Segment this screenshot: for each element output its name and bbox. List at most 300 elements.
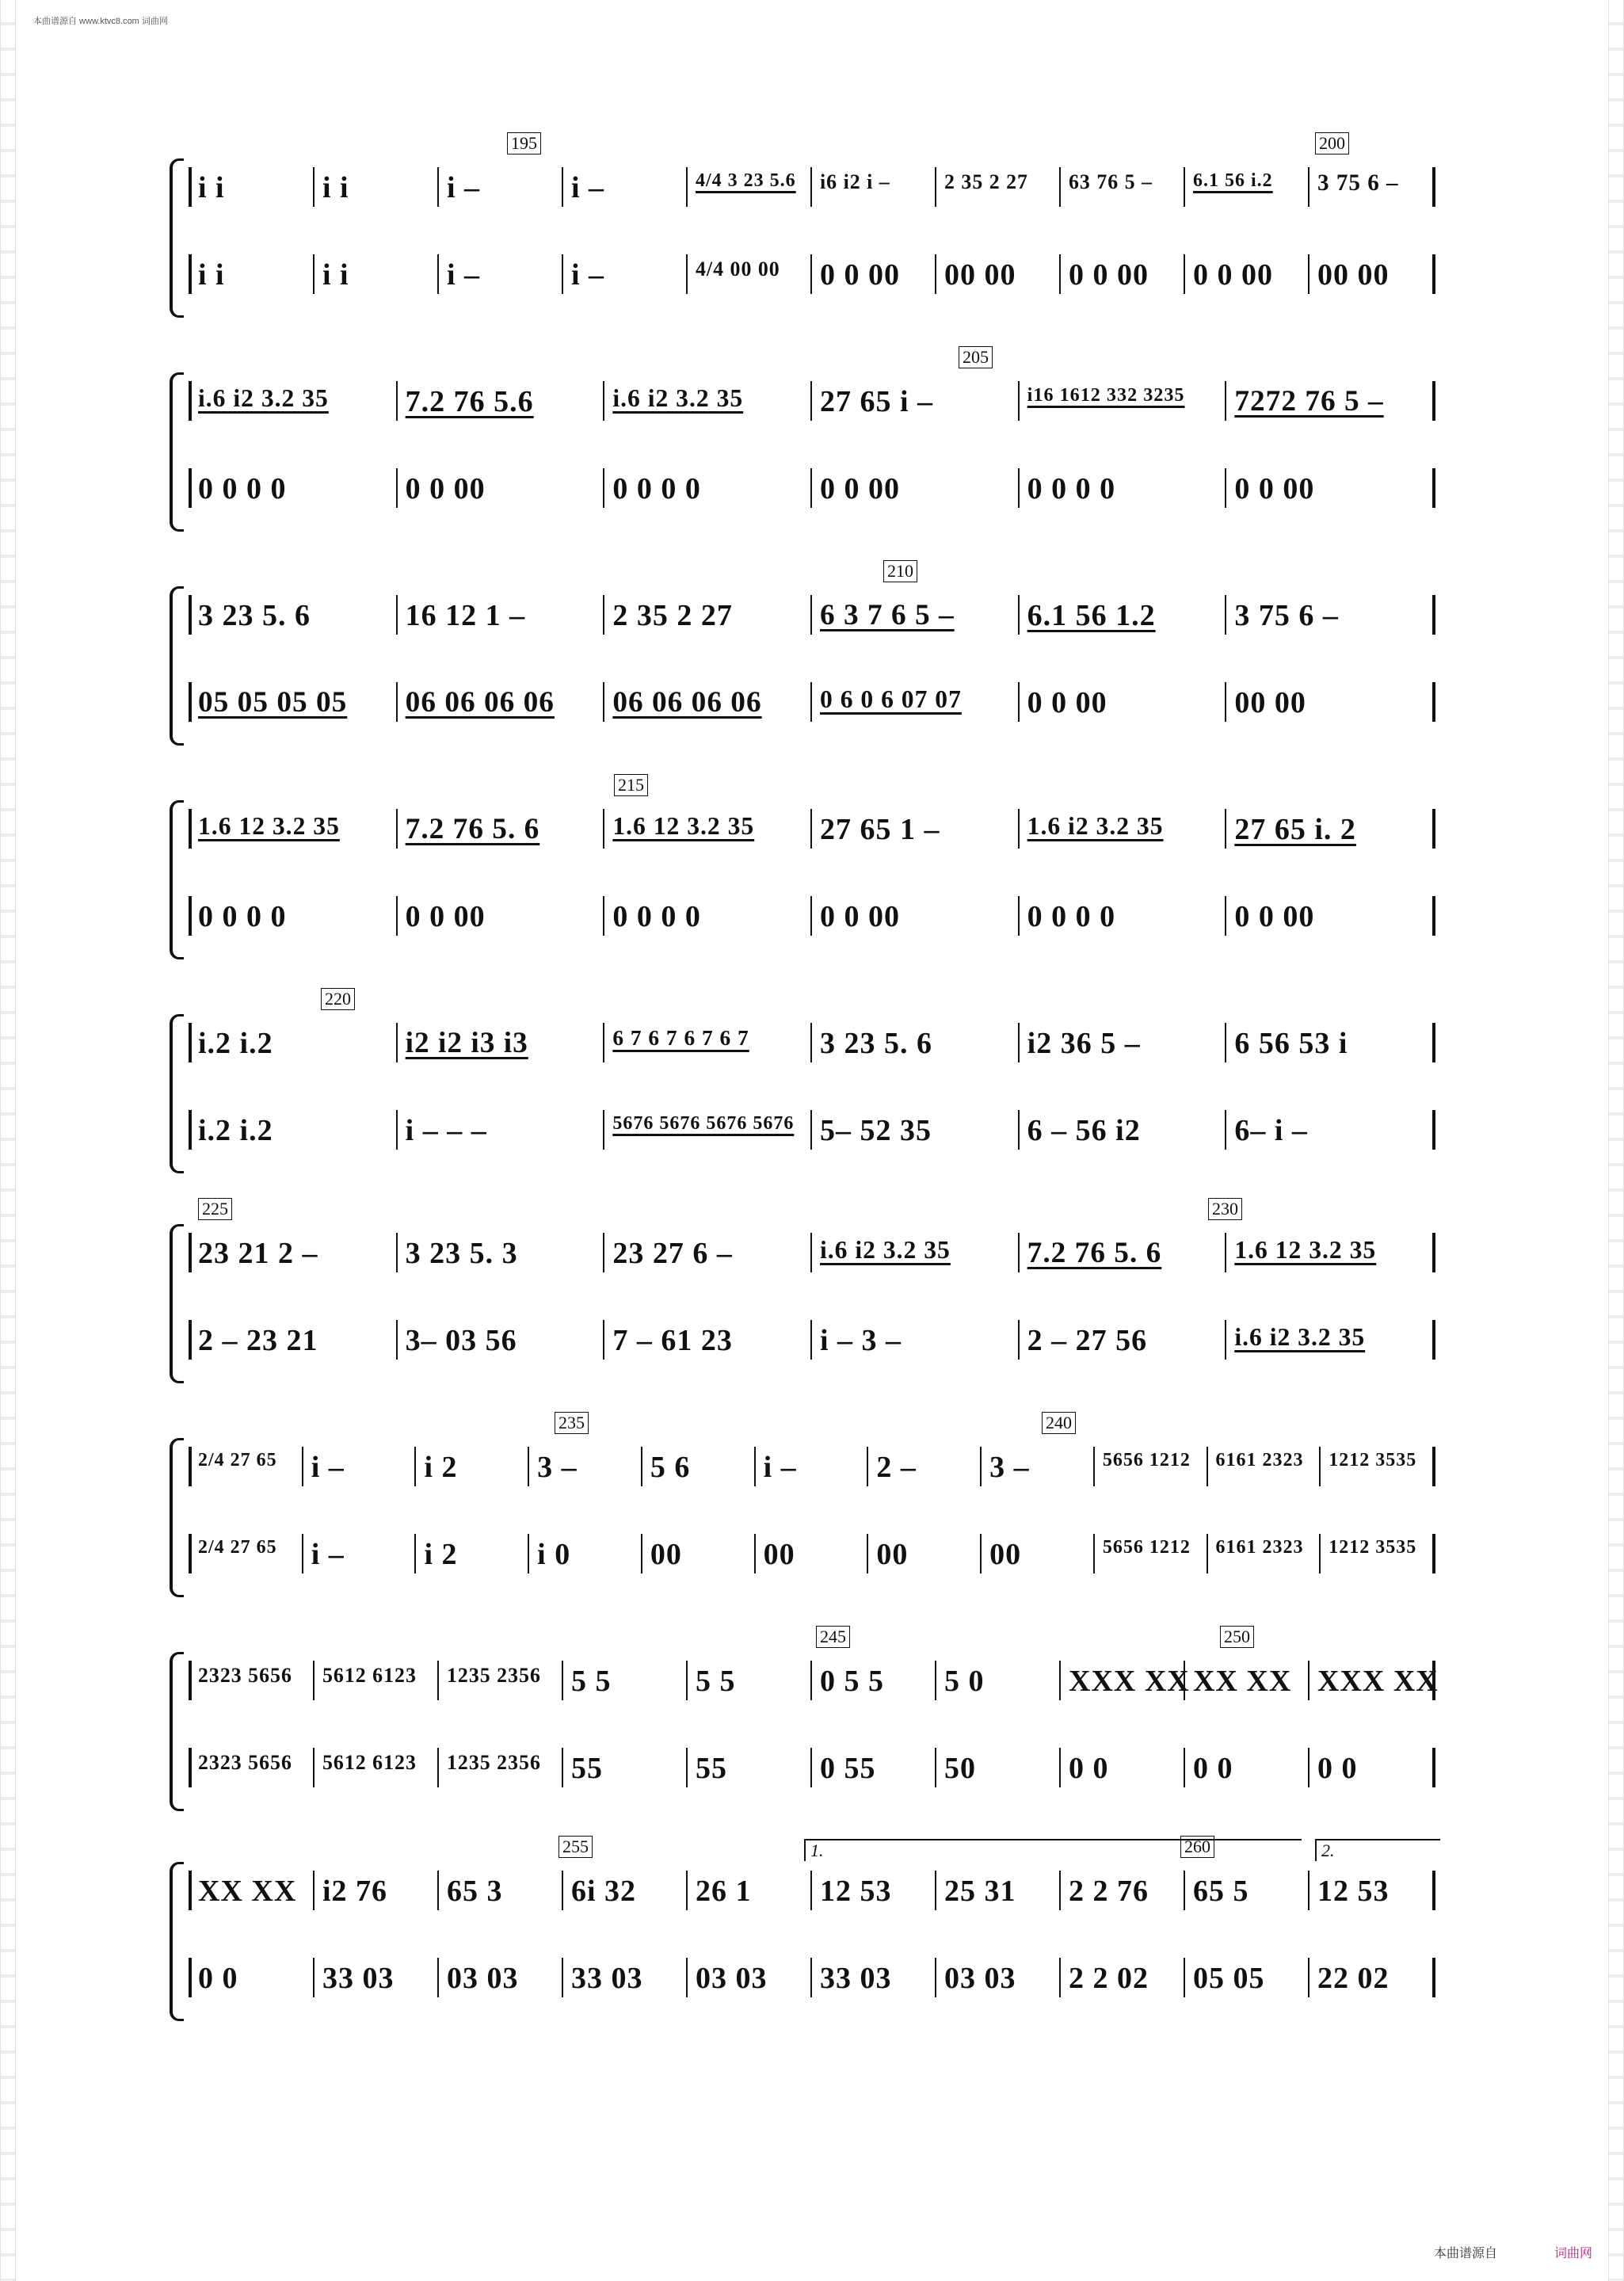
upper-measure: 3 23 5. 6 bbox=[198, 599, 311, 632]
lower-measure: 0 0 bbox=[1193, 1752, 1233, 1785]
volta-ending: 1. bbox=[804, 1839, 1302, 1861]
lower-measure: 33 03 bbox=[571, 1962, 643, 1995]
barline bbox=[1018, 1320, 1020, 1360]
barline-start bbox=[189, 1661, 192, 1700]
barline bbox=[437, 1958, 439, 1997]
barline bbox=[603, 381, 604, 421]
upper-part bbox=[189, 1018, 1442, 1066]
measure-number: 225 bbox=[198, 1198, 232, 1220]
barline bbox=[1225, 896, 1226, 936]
upper-measure: 1.6 12 3.2 35 bbox=[1234, 1236, 1377, 1264]
upper-measure: 3 23 5. 6 bbox=[820, 1027, 932, 1060]
system-brace bbox=[170, 586, 184, 746]
footer-brand-text: 词曲网 bbox=[1553, 2247, 1592, 2260]
barline bbox=[396, 1233, 398, 1272]
upper-measure: 5 6 bbox=[650, 1451, 691, 1484]
barline bbox=[562, 1871, 563, 1910]
barline bbox=[396, 896, 398, 936]
barline bbox=[935, 167, 936, 207]
barline bbox=[935, 254, 936, 294]
barline bbox=[1432, 1233, 1435, 1272]
lower-measure: 33 03 bbox=[820, 1962, 892, 1995]
barline bbox=[1059, 1661, 1061, 1700]
upper-measure: 5656 1212 bbox=[1102, 1450, 1191, 1470]
upper-measure: 7272 76 5 – bbox=[1234, 385, 1384, 418]
lower-measure: 00 bbox=[763, 1538, 795, 1571]
lower-measure: 0 0 00 bbox=[1069, 258, 1149, 292]
right-margin-strip bbox=[1608, 0, 1624, 2281]
lower-measure: 5676 5676 5676 5676 bbox=[612, 1113, 795, 1134]
lower-measure: i.2 i.2 bbox=[198, 1114, 273, 1147]
score-system bbox=[174, 1627, 1442, 1814]
lower-measure: 0 0 00 bbox=[820, 258, 900, 292]
lower-measure: 0 0 0 0 bbox=[1027, 900, 1116, 933]
barline bbox=[1059, 1871, 1061, 1910]
barline bbox=[1018, 595, 1020, 635]
lower-measure: 2 – 23 21 bbox=[198, 1324, 318, 1357]
barline bbox=[686, 1661, 688, 1700]
barline bbox=[1184, 1661, 1185, 1700]
upper-measure: 1.6 i2 3.2 35 bbox=[1027, 812, 1164, 840]
barline-start bbox=[189, 1871, 192, 1910]
lower-measure: i – 3 – bbox=[820, 1324, 902, 1357]
barline bbox=[396, 381, 398, 421]
lower-measure: 0 0 0 0 bbox=[198, 472, 287, 505]
lower-part bbox=[189, 1953, 1442, 2001]
barline bbox=[313, 254, 315, 294]
lower-measure: 0 0 00 bbox=[1027, 686, 1107, 719]
upper-measure: 3 75 6 – bbox=[1317, 170, 1399, 196]
barline bbox=[1432, 1534, 1435, 1573]
upper-measure: XX XX bbox=[198, 1875, 297, 1908]
upper-measure: 27 65 1 – bbox=[820, 813, 940, 846]
upper-part bbox=[189, 1656, 1442, 1703]
lower-measure: 3– 03 56 bbox=[405, 1324, 517, 1357]
barline bbox=[1184, 1958, 1185, 1997]
barline bbox=[810, 167, 812, 207]
lower-measure: 1235 2356 bbox=[447, 1751, 541, 1774]
barline bbox=[396, 809, 398, 849]
barline bbox=[437, 167, 439, 207]
barline-start bbox=[189, 254, 192, 294]
measure-number: 245 bbox=[816, 1626, 850, 1648]
lower-part bbox=[189, 677, 1442, 725]
lower-measure: 03 03 bbox=[944, 1962, 1016, 1995]
barline-start bbox=[189, 595, 192, 635]
barline bbox=[980, 1534, 982, 1573]
upper-measure: i i bbox=[322, 171, 349, 204]
upper-part bbox=[189, 376, 1442, 424]
lower-measure: i i bbox=[198, 258, 225, 292]
barline bbox=[1018, 381, 1020, 421]
barline bbox=[437, 1871, 439, 1910]
lower-measure: 0 0 00 bbox=[820, 472, 900, 505]
barline bbox=[396, 1320, 398, 1360]
barline bbox=[810, 809, 812, 849]
lower-measure: 0 0 0 0 bbox=[612, 900, 701, 933]
barline bbox=[603, 1320, 604, 1360]
upper-measure: 3 – bbox=[537, 1451, 578, 1484]
barline bbox=[1184, 254, 1185, 294]
barline bbox=[603, 1233, 604, 1272]
measure-number: 240 bbox=[1042, 1412, 1076, 1434]
barline bbox=[1225, 1023, 1226, 1062]
upper-measure: 6 3 7 6 5 – bbox=[820, 599, 955, 631]
barline bbox=[396, 682, 398, 722]
barline bbox=[935, 1871, 936, 1910]
upper-measure: 6.1 56 1.2 bbox=[1027, 599, 1156, 632]
measure-number: 260 bbox=[1180, 1836, 1214, 1858]
upper-part bbox=[189, 1228, 1442, 1276]
barline bbox=[1059, 167, 1061, 207]
lower-measure: 03 03 bbox=[447, 1962, 519, 1995]
barline-start bbox=[189, 468, 192, 508]
upper-measure: 3 – bbox=[989, 1451, 1030, 1484]
barline bbox=[1308, 254, 1309, 294]
barline bbox=[754, 1534, 756, 1573]
lower-measure: 00 bbox=[989, 1538, 1022, 1571]
lower-part bbox=[189, 1743, 1442, 1791]
barline bbox=[1093, 1447, 1095, 1486]
upper-measure: 27 65 i – bbox=[820, 385, 934, 418]
barline bbox=[1225, 468, 1226, 508]
upper-measure: 6 56 53 i bbox=[1234, 1027, 1348, 1060]
barline bbox=[1432, 1871, 1435, 1910]
lower-measure: 55 bbox=[696, 1752, 727, 1785]
upper-measure: 2323 5656 bbox=[198, 1664, 292, 1687]
upper-measure: 12 53 bbox=[1317, 1875, 1390, 1908]
barline bbox=[1059, 1748, 1061, 1787]
barline-start bbox=[189, 1748, 192, 1787]
barline bbox=[980, 1447, 982, 1486]
barline bbox=[1018, 1233, 1020, 1272]
lower-measure: 0 0 bbox=[198, 1962, 238, 1995]
lower-measure: i.6 i2 3.2 35 bbox=[1234, 1323, 1366, 1351]
barline bbox=[1308, 1661, 1309, 1700]
lower-measure: i – bbox=[311, 1538, 345, 1571]
footer-source-text: 本曲谱源自 bbox=[1433, 2247, 1497, 2260]
system-brace bbox=[170, 1652, 184, 1811]
barline bbox=[603, 896, 604, 936]
upper-measure: 6i 32 bbox=[571, 1875, 637, 1908]
barline bbox=[562, 1661, 563, 1700]
upper-measure: i – bbox=[763, 1451, 797, 1484]
barline bbox=[1207, 1447, 1208, 1486]
upper-measure: 27 65 i. 2 bbox=[1234, 813, 1356, 846]
upper-measure: 23 21 2 – bbox=[198, 1237, 318, 1270]
barline bbox=[810, 896, 812, 936]
barline-start bbox=[189, 1958, 192, 1997]
barline bbox=[810, 254, 812, 294]
upper-measure: XXX XX bbox=[1069, 1665, 1190, 1698]
upper-measure: 65 3 bbox=[447, 1875, 503, 1908]
upper-part bbox=[189, 1866, 1442, 1913]
barline bbox=[935, 1748, 936, 1787]
lower-measure: 00 00 bbox=[1317, 258, 1390, 292]
barline bbox=[1184, 1748, 1185, 1787]
upper-part bbox=[189, 162, 1442, 210]
lower-measure: 50 bbox=[944, 1752, 976, 1785]
header-source-text: 本曲谱源自 www.ktvc8.com 词曲网 bbox=[33, 17, 168, 26]
barline bbox=[313, 1958, 315, 1997]
upper-measure: i – bbox=[311, 1451, 345, 1484]
barline bbox=[810, 1023, 812, 1062]
barline bbox=[1432, 1661, 1435, 1700]
lower-measure: 06 06 06 06 bbox=[405, 686, 555, 719]
barline bbox=[1225, 682, 1226, 722]
score-system bbox=[174, 775, 1442, 963]
barline bbox=[1432, 896, 1435, 936]
barline bbox=[1319, 1447, 1321, 1486]
lower-measure: 0 55 bbox=[820, 1752, 876, 1785]
barline bbox=[1093, 1534, 1095, 1573]
upper-measure: 7.2 76 5. 6 bbox=[405, 813, 540, 845]
upper-measure: 3 75 6 – bbox=[1234, 599, 1339, 632]
barline bbox=[437, 254, 439, 294]
barline bbox=[396, 595, 398, 635]
left-margin-strip bbox=[0, 0, 16, 2281]
lower-measure: 1212 3535 bbox=[1329, 1537, 1417, 1558]
barline bbox=[1432, 1958, 1435, 1997]
barline bbox=[1432, 1320, 1435, 1360]
barline-start bbox=[189, 1447, 192, 1486]
barline bbox=[810, 1958, 812, 1997]
barline bbox=[603, 809, 604, 849]
score-system bbox=[174, 1413, 1442, 1600]
barline bbox=[867, 1447, 868, 1486]
barline bbox=[1432, 595, 1435, 635]
barline bbox=[810, 682, 812, 722]
upper-measure: 23 27 6 – bbox=[612, 1237, 733, 1270]
upper-measure: 1.6 12 3.2 35 bbox=[198, 812, 340, 840]
upper-measure: 7.2 76 5.6 bbox=[405, 385, 534, 418]
barline bbox=[935, 1958, 936, 1997]
lower-measure: 5– 52 35 bbox=[820, 1114, 932, 1147]
lower-measure: 0 0 00 bbox=[405, 900, 486, 933]
upper-part bbox=[189, 590, 1442, 638]
system-brace bbox=[170, 800, 184, 959]
lower-measure: 6 – 56 i2 bbox=[1027, 1114, 1141, 1147]
barline bbox=[396, 468, 398, 508]
lower-measure: 00 bbox=[876, 1538, 909, 1571]
score-system bbox=[174, 989, 1442, 1177]
upper-measure: i2 i2 i3 i3 bbox=[405, 1027, 528, 1059]
measure-number: 255 bbox=[558, 1836, 593, 1858]
upper-measure: 2 35 2 27 bbox=[612, 599, 733, 632]
upper-measure: 6.1 56 i.2 bbox=[1193, 170, 1273, 191]
lower-measure: i – – – bbox=[405, 1114, 487, 1147]
upper-measure: i2 76 bbox=[322, 1875, 388, 1908]
lower-part bbox=[189, 1105, 1442, 1153]
upper-measure: 5612 6123 bbox=[322, 1664, 417, 1687]
barline-start bbox=[189, 682, 192, 722]
measure-number: 250 bbox=[1220, 1626, 1254, 1648]
barline bbox=[1225, 595, 1226, 635]
barline bbox=[686, 167, 688, 207]
lower-measure: 0 0 00 bbox=[405, 472, 486, 505]
system-brace bbox=[170, 1224, 184, 1383]
measure-number: 220 bbox=[321, 988, 355, 1010]
lower-measure: 22 02 bbox=[1317, 1962, 1390, 1995]
barline bbox=[1184, 1871, 1185, 1910]
barline bbox=[810, 468, 812, 508]
lower-measure: 05 05 bbox=[1193, 1962, 1265, 1995]
upper-measure: 6161 2323 bbox=[1215, 1450, 1304, 1470]
barline-start bbox=[189, 1320, 192, 1360]
barline bbox=[1018, 1110, 1020, 1150]
barline bbox=[1225, 1110, 1226, 1150]
barline bbox=[414, 1534, 416, 1573]
upper-part bbox=[189, 804, 1442, 852]
barline bbox=[754, 1447, 756, 1486]
lower-measure: 0 0 00 bbox=[820, 900, 900, 933]
lower-measure: 0 0 00 bbox=[1234, 472, 1315, 505]
upper-measure: 2 – bbox=[876, 1451, 917, 1484]
barline bbox=[641, 1534, 642, 1573]
lower-measure: 2 – 27 56 bbox=[1027, 1324, 1148, 1357]
barline bbox=[437, 1661, 439, 1700]
barline-start bbox=[189, 1110, 192, 1150]
barline bbox=[1018, 468, 1020, 508]
lower-measure: 4/4 00 00 bbox=[696, 257, 780, 280]
barline bbox=[1308, 1871, 1309, 1910]
upper-part bbox=[189, 1442, 1442, 1490]
barline bbox=[414, 1447, 416, 1486]
lower-measure: 2/4 27 65 bbox=[198, 1537, 277, 1558]
lower-part bbox=[189, 891, 1442, 939]
barline bbox=[1432, 682, 1435, 722]
barline bbox=[1319, 1534, 1321, 1573]
barline bbox=[1184, 167, 1185, 207]
barline bbox=[603, 595, 604, 635]
lower-measure: 00 00 bbox=[944, 258, 1016, 292]
barline bbox=[313, 1661, 315, 1700]
upper-measure: 5 5 bbox=[571, 1665, 612, 1698]
upper-measure: i.6 i2 3.2 35 bbox=[820, 1236, 951, 1264]
barline bbox=[396, 1110, 398, 1150]
upper-measure: 7.2 76 5. 6 bbox=[1027, 1237, 1162, 1269]
score-system bbox=[174, 133, 1442, 321]
lower-measure: 00 bbox=[650, 1538, 682, 1571]
barline bbox=[1432, 1023, 1435, 1062]
lower-part bbox=[189, 1315, 1442, 1363]
barline bbox=[1059, 1958, 1061, 1997]
barline bbox=[603, 1110, 604, 1150]
measure-number: 200 bbox=[1315, 132, 1349, 154]
barline bbox=[302, 1447, 303, 1486]
upper-measure: i16 1612 332 3235 bbox=[1027, 384, 1185, 406]
barline bbox=[686, 1748, 688, 1787]
barline bbox=[562, 167, 563, 207]
upper-measure: 1.6 12 3.2 35 bbox=[612, 812, 755, 840]
barline bbox=[562, 1748, 563, 1787]
lower-measure: 2323 5656 bbox=[198, 1751, 292, 1774]
lower-measure: i – bbox=[571, 258, 605, 292]
lower-measure: 0 0 0 0 bbox=[1027, 472, 1116, 505]
upper-measure: 26 1 bbox=[696, 1875, 752, 1908]
upper-measure: XXX XX bbox=[1317, 1665, 1439, 1698]
measure-number: 215 bbox=[614, 774, 648, 796]
lower-measure: 0 6 0 6 07 07 bbox=[820, 685, 962, 713]
barline bbox=[810, 1871, 812, 1910]
upper-measure: 5 0 bbox=[944, 1665, 985, 1698]
barline bbox=[810, 381, 812, 421]
measure-number: 235 bbox=[555, 1412, 589, 1434]
barline-start bbox=[189, 1023, 192, 1062]
upper-measure: i i bbox=[198, 171, 225, 204]
lower-measure: 06 06 06 06 bbox=[612, 686, 762, 719]
upper-measure: 6 7 6 7 6 7 6 7 bbox=[612, 1026, 749, 1050]
barline bbox=[603, 468, 604, 508]
barline bbox=[810, 595, 812, 635]
lower-measure: 5656 1212 bbox=[1102, 1537, 1191, 1558]
upper-measure: i6 i2 i – bbox=[820, 170, 890, 193]
upper-measure: i 2 bbox=[424, 1451, 458, 1484]
measure-number: 230 bbox=[1208, 1198, 1242, 1220]
lower-measure: 33 03 bbox=[322, 1962, 395, 1995]
barline bbox=[528, 1447, 529, 1486]
lower-measure: 03 03 bbox=[696, 1962, 768, 1995]
barline bbox=[1432, 1447, 1435, 1486]
upper-measure: i.2 i.2 bbox=[198, 1027, 273, 1060]
barline bbox=[1308, 1958, 1309, 1997]
barline bbox=[935, 1661, 936, 1700]
barline bbox=[1432, 1748, 1435, 1787]
lower-measure: 0 0 bbox=[1317, 1752, 1358, 1785]
measure-number: 210 bbox=[883, 560, 917, 582]
lower-measure: 0 0 bbox=[1069, 1752, 1109, 1785]
barline bbox=[686, 1871, 688, 1910]
upper-measure: i.6 i2 3.2 35 bbox=[612, 384, 744, 412]
barline bbox=[810, 1233, 812, 1272]
system-brace bbox=[170, 1438, 184, 1597]
barline bbox=[562, 254, 563, 294]
lower-measure: 5612 6123 bbox=[322, 1751, 417, 1774]
barline bbox=[1432, 809, 1435, 849]
lower-measure: 7 – 61 23 bbox=[612, 1324, 733, 1357]
barline bbox=[313, 1748, 315, 1787]
barline bbox=[1018, 1023, 1020, 1062]
barline-start bbox=[189, 1534, 192, 1573]
barline bbox=[1059, 254, 1061, 294]
barline bbox=[1432, 167, 1435, 207]
barline bbox=[313, 167, 315, 207]
score-system bbox=[174, 561, 1442, 749]
upper-measure: 0 5 5 bbox=[820, 1665, 884, 1698]
upper-measure: 63 76 5 – bbox=[1069, 170, 1153, 193]
upper-measure: 3 23 5. 3 bbox=[405, 1237, 518, 1270]
barline bbox=[603, 1023, 604, 1062]
system-brace bbox=[170, 1862, 184, 2021]
lower-measure: i – bbox=[447, 258, 481, 292]
barline bbox=[686, 1958, 688, 1997]
lower-measure: i 2 bbox=[424, 1538, 458, 1571]
system-brace bbox=[170, 372, 184, 532]
upper-measure: i – bbox=[571, 171, 605, 204]
score-system bbox=[174, 1837, 1442, 2024]
upper-measure: 1235 2356 bbox=[447, 1664, 541, 1687]
barline-start bbox=[189, 1233, 192, 1272]
upper-measure: 65 5 bbox=[1193, 1875, 1249, 1908]
lower-part bbox=[189, 1529, 1442, 1577]
lower-measure: 0 0 00 bbox=[1193, 258, 1273, 292]
barline bbox=[1432, 468, 1435, 508]
barline bbox=[867, 1534, 868, 1573]
barline bbox=[1018, 682, 1020, 722]
lower-measure: 00 00 bbox=[1234, 686, 1306, 719]
barline bbox=[603, 682, 604, 722]
barline bbox=[1432, 381, 1435, 421]
